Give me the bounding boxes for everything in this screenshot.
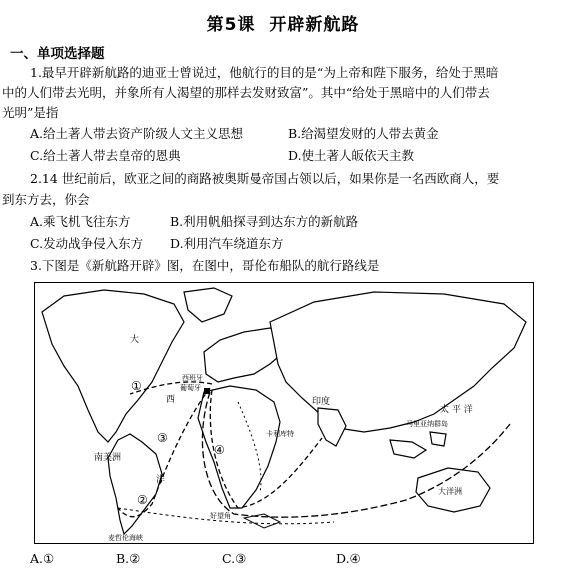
label-atlantic: 西 (166, 395, 176, 405)
page-title (0, 10, 566, 35)
route-marker-2: ② (137, 493, 148, 507)
q1-stem-line3: 光明”是指 (2, 105, 59, 120)
label-cape: 好望角 (210, 512, 231, 520)
new-sea-routes-map (34, 282, 534, 544)
label-south-america: 南美洲 (94, 453, 122, 463)
q3-option-c: C.③ (222, 551, 247, 566)
route-marker-4: ④ (214, 443, 225, 457)
q3-option-d: D.④ (336, 551, 361, 566)
q2-stem-line2: 到东方去，你会 (2, 192, 90, 207)
label-strait: 麦哲伦海峡 (108, 534, 143, 542)
label-australia: 大洋洲 (438, 487, 462, 496)
route-marker-1: ① (131, 379, 142, 393)
label-spain: 西班牙 (182, 374, 203, 382)
route-marker-3: ③ (157, 431, 168, 445)
q2-option-d: D.利用汽车绕道东方 (170, 236, 284, 251)
q1-stem-line2: 中的人们带去光明，并象所有人渴望的那样去发财致富”。其中“给处于黑暗中的人们带去 (2, 85, 490, 100)
q3-option-b: B.② (116, 551, 141, 566)
label-portugal: 葡萄牙 (180, 384, 201, 392)
section-heading: 一、单项选择题 (10, 46, 105, 62)
q1-option-c: C.给土著人带去皇帝的恩典 (30, 148, 181, 163)
label-continent-north: 大 (130, 335, 140, 345)
q1-option-b: B.给渴望发财的人带去黄金 (288, 126, 439, 141)
q3-stem: 3.下图是《新航路开辟》图，在图中，哥伦布船队的航行路线是 (30, 258, 380, 273)
label-islands: 马里亚纳群岛 (406, 420, 448, 428)
label-calicut: 卡利库特 (266, 430, 294, 438)
q1-stem-line1: 1.最早开辟新航路的迪亚士曾说过，他航行的目的是“为上帝和陛下服务，给处于黑暗 (30, 65, 499, 80)
q2-option-a: A.乘飞机飞往东方 (30, 214, 131, 229)
q1-option-a: A.给土著人带去资产阶级人文主义思想 (30, 126, 244, 141)
q2-option-b: B.利用帆船探寻到达东方的新航路 (170, 214, 359, 229)
q3-option-a: A.① (30, 551, 55, 566)
lesson-number: 第5课 (206, 15, 256, 35)
label-pacific: 太 平 洋 (440, 405, 473, 415)
lesson-title: 开辟新航路 (269, 15, 360, 35)
q2-option-c: C.发动战争侵入东方 (30, 236, 144, 251)
label-ocean-west: 洋 (156, 475, 166, 485)
q2-stem-line1: 2.14 世纪前后，欧亚之间的商路被奥斯曼帝国占领以后，如果你是一名西欧商人，要 (30, 171, 500, 186)
q1-option-d: D.使土著人皈依天主教 (288, 148, 415, 163)
start-port-marker (204, 388, 210, 394)
label-india: 印度 (312, 397, 331, 407)
